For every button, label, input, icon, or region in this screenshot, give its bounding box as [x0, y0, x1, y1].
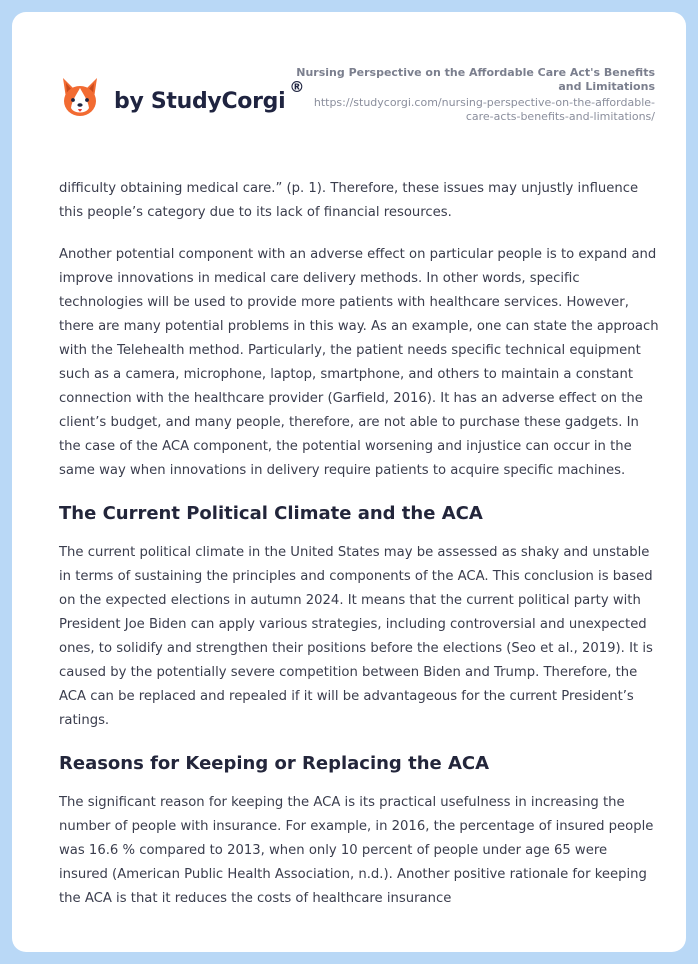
- page-header: [12, 12, 686, 152]
- paragraph: The significant reason for keeping the ACA is its practical usefulness in increasing the number of people with insurance. For example, in 2016, the percentage of insured people was 16.6 % compared to 2013, when only 10 percent of people under age 65 were insured (American Public Health Association, n.d.). Another positive rationale for keeping the ACA is that it reduces the costs of healthcare insurance: [59, 795, 654, 906]
- brand-name: by StudyCorgi: [114, 88, 286, 114]
- section-heading: Reasons for Keeping or Replacing the ACA: [59, 753, 490, 774]
- paragraph: The current political climate in the United States may be assessed as shaky and unstable in terms of sustaining the principles and components of the ACA. This conclusion is based on the expected elections in autumn 2024. It means that the current political party with President Joe Biden can apply various strategies, including controversial and unexpected ones, to solidify and strengthen their positions before the elections (Seo et al., 2019). It is caused by the potentially severe competition between Biden and Trump. Therefore, the ACA can be replaced and repealed if it will be advantageous for the current President’s ratings.: [59, 545, 653, 728]
- document-page: [12, 12, 686, 952]
- studycorgi-logo[interactable]: [60, 76, 304, 120]
- corgi-head-icon: [60, 76, 100, 120]
- document-info: [295, 66, 655, 124]
- section-heading: The Current Political Climate and the ACA: [59, 503, 483, 524]
- paragraph: difficulty obtaining medical care.” (p. 1). Therefore, these issues may unjustly influence this people’s category due to its lack of financial resources.: [59, 181, 639, 220]
- document-url[interactable]: https://studycorgi.com/nursing-perspective-on-the-affordable-care-acts-benefits-and-limitations/: [313, 96, 655, 123]
- paragraph: Another potential component with an adverse effect on particular people is to expand and improve innovations in medical care delivery methods. In other words, specific technologies will be used to provide more patients with healthcare services. However, there are many potential problems in this way. As an example, one can state the approach with the Telehealth method. Particularly, the patient needs specific technical equipment such as a camera, microphone, laptop, smartphone, and others to maintain a constant connection with the healthcare provider (Garfield, 2016). It has an adverse effect on the client’s budget, and many people, therefore, are not able to purchase these gadgets. In the case of the ACA component, the potential worsening and injustice can occur in the same way when innovations in delivery require patients to acquire specific machines.: [59, 247, 659, 478]
- document-title: Nursing Perspective on the Affordable Care Act's Benefits and Limitations: [296, 66, 655, 93]
- registered-mark: ®: [289, 78, 305, 96]
- document-body: [59, 177, 659, 929]
